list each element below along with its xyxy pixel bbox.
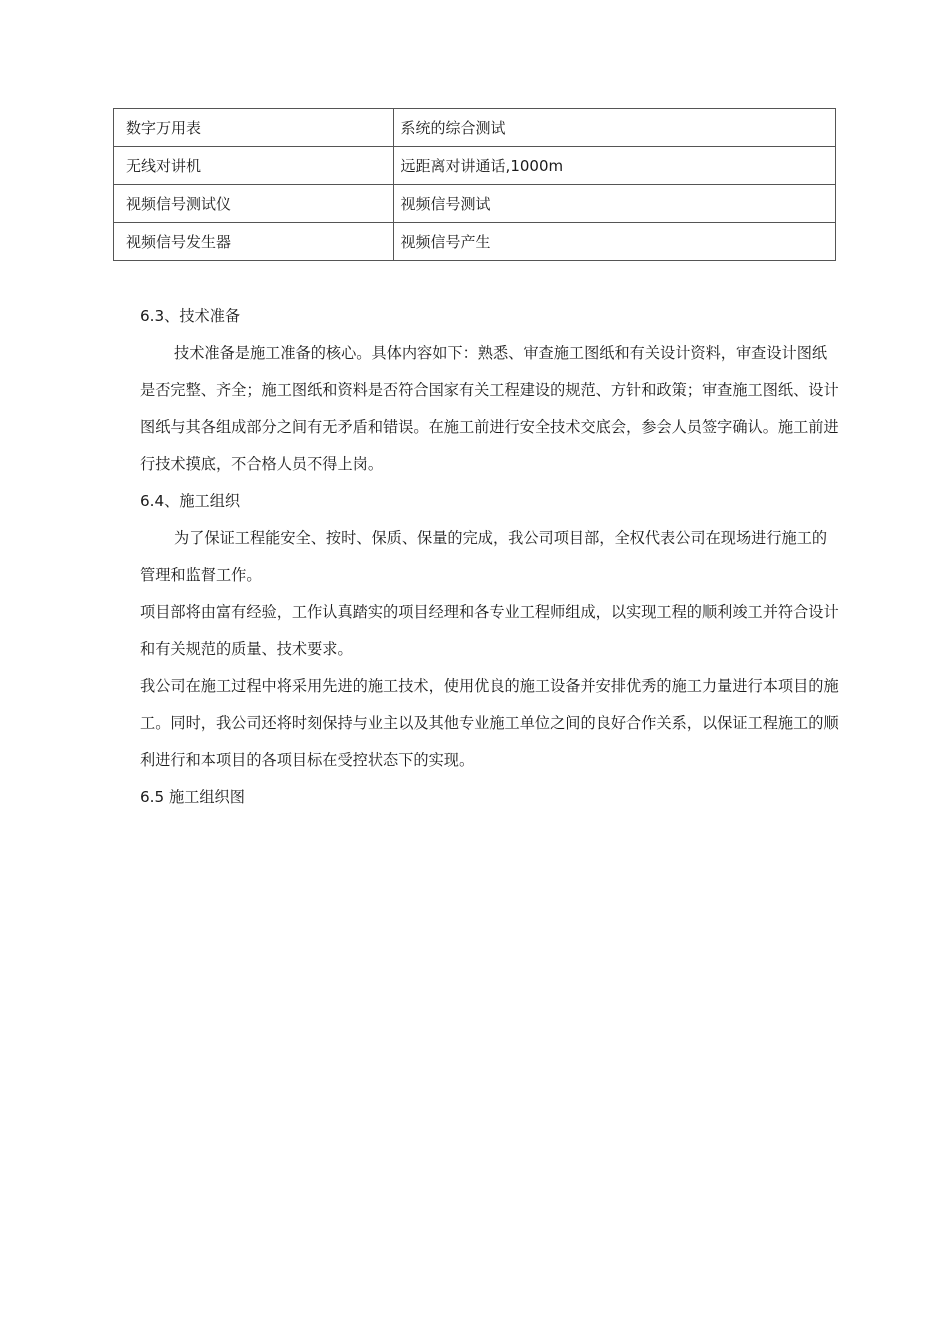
table-row xyxy=(114,147,836,185)
paragraph-tech-prep: 技术准备是施工准备的核心。具体内容如下：熟悉、审查施工图纸和有关设计资料，审查设计图纸是否完整、齐全；施工图纸和资料是否符合国家有关工程建设的规范、方针和政策；审查施工图纸、设计图纸与其各组成部分之间有无矛盾和错误。在施工前进行安全技术交底会，参会人员签字确认。施工前进行技术摸底，不合格人员不得上岗。 xyxy=(140,344,839,473)
table-cell-use: 系统的综合测试 xyxy=(393,109,835,147)
table-cell-use: 远距离对讲通话,1000m xyxy=(393,147,835,185)
table-cell-tool: 视频信号测试仪 xyxy=(114,185,394,223)
equipment-table xyxy=(113,108,836,261)
paragraph-construction-org-2: 项目部将由富有经验，工作认真踏实的项目经理和各专业工程师组成，以实现工程的顺利竣工并符合设计和有关规范的质量、技术要求。 xyxy=(140,603,839,658)
table-row xyxy=(114,223,836,261)
section-heading-construction-org: 6.4、施工组织 xyxy=(140,492,241,510)
table-row xyxy=(114,109,836,147)
table-row xyxy=(114,185,836,223)
table-cell-use: 视频信号测试 xyxy=(393,185,835,223)
section-heading-org-chart: 6.5 施工组织图 xyxy=(140,788,245,806)
table-cell-tool: 无线对讲机 xyxy=(114,147,394,185)
table-cell-use: 视频信号产生 xyxy=(393,223,835,261)
paragraph-construction-org-1: 为了保证工程能安全、按时、保质、保量的完成，我公司项目部，全权代表公司在现场进行施工的管理和监督工作。 xyxy=(140,529,828,584)
section-heading-tech-prep: 6.3、技术准备 xyxy=(140,307,241,325)
paragraph-construction-org-3: 我公司在施工过程中将采用先进的施工技术，使用优良的施工设备并安排优秀的施工力量进行本项目的施工。同时，我公司还将时刻保持与业主以及其他专业施工单位之间的良好合作关系，以保证工程施工的顺利进行和本项目的各项目标在受控状态下的实现。 xyxy=(140,677,839,769)
table-cell-tool: 数字万用表 xyxy=(114,109,394,147)
document-body xyxy=(140,298,840,816)
table-cell-tool: 视频信号发生器 xyxy=(114,223,394,261)
